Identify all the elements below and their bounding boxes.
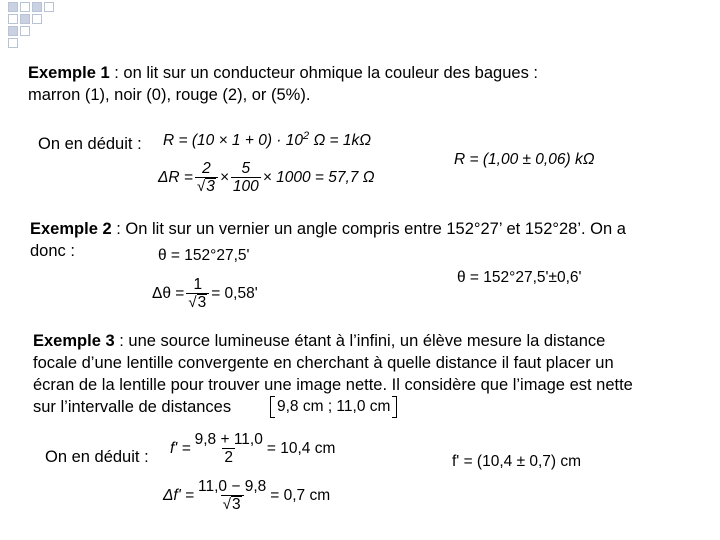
interval (270, 396, 397, 418)
sqrt-value: 3 (231, 496, 241, 513)
example1-sentence-2: marron (1), noir (0), rouge (2), or (5%). (28, 86, 311, 104)
eq-delta-r-frac2 (231, 160, 261, 195)
sqrt-value: 3 (206, 178, 215, 195)
eq-r-exponent: 2 (303, 130, 310, 142)
eq-delta-f-frac (196, 478, 268, 513)
example1-result: R = (1,00 ± 0,06) kΩ (454, 151, 595, 168)
deco-square (44, 2, 54, 12)
example3-line-3: écran de la lentille pour trouver une image nette. Il considère que l’image est nette (33, 376, 633, 394)
frac-den: √ 3 (186, 293, 209, 311)
example1-sentence: : on lit sur un conducteur ohmique la couleur des bagues : (109, 64, 538, 82)
example1-title: Exemple 1 (28, 64, 110, 82)
eq-delta-f-left: Δf' = (163, 486, 195, 504)
eq-r-left: R = (10 × 1 + 0) · 10 (163, 132, 304, 150)
deco-square (20, 2, 30, 12)
example3-deduit-label: On en déduit : (45, 448, 149, 466)
example1-deduit-label: On en déduit : (38, 135, 142, 153)
deco-square (8, 2, 18, 12)
deco-square (32, 14, 42, 24)
eq-f (170, 431, 335, 466)
eq-f-frac (193, 431, 265, 466)
deco-square (8, 38, 18, 48)
eq-delta-f (163, 478, 330, 513)
deco-square (32, 2, 42, 12)
example2-title: Exemple 2 (30, 220, 112, 238)
frac-den: √ 3 (221, 495, 244, 513)
example3-line-4: sur l’intervalle de distances (33, 398, 232, 416)
frac-den: √ 3 (195, 177, 218, 195)
frac-num: 11,0 − 9,8 (198, 478, 267, 495)
frac-num: 5 (241, 160, 251, 177)
example2-text (30, 218, 626, 262)
deco-square (20, 14, 30, 24)
deco-square (8, 14, 18, 24)
eq-theta: θ = 152°27,5' (158, 247, 250, 264)
eq-r-right: Ω = 1kΩ (309, 132, 372, 150)
example1-text (28, 62, 538, 106)
example3-line-1: : une source lumineuse étant à l’infini, un élève mesure la distance (114, 332, 606, 350)
eq-delta-theta (152, 276, 258, 311)
eq-delta-theta-right: = 0,58' (211, 284, 258, 302)
frac-den: 2 (224, 449, 234, 466)
example2-result: θ = 152°27,5'±0,6' (457, 269, 582, 286)
eq-delta-theta-left: Δθ = (152, 284, 185, 302)
frac-den: 100 (232, 178, 259, 195)
right-bracket (392, 396, 397, 418)
frac-num: 9,8 + 11,0 (194, 431, 263, 448)
example2-sentence-2: donc : (30, 242, 75, 260)
eq-delta-r-right: × 1000 = 57,7 Ω (262, 168, 375, 186)
eq-delta-r-frac1 (195, 160, 218, 195)
deco-square (8, 26, 18, 36)
eq-r (163, 130, 371, 150)
eq-delta-r-left: ΔR = (158, 168, 193, 186)
example3-line-2: focale d’une lentille convergente en cherchant à quelle distance il faut placer un (33, 354, 614, 372)
eq-f-left: f' = (170, 439, 191, 457)
frac-num: 1 (193, 276, 203, 293)
sqrt-value: 3 (197, 294, 207, 311)
deco-square (20, 26, 30, 36)
eq-delta-f-right: = 0,7 cm (270, 486, 331, 504)
interval-value: 9,8 cm ; 11,0 cm (277, 398, 391, 415)
example2-sentence: : On lit sur un vernier un angle compris entre 152°27’ et 152°28’. On a (111, 220, 626, 238)
eq-delta-r: ΔR = 2 √ 3 × $\frac{5}{100}$ × 1000 = 57,7 Ω (158, 160, 375, 195)
eq-f-right: = 10,4 cm (266, 439, 336, 457)
example3-title: Exemple 3 (33, 332, 115, 350)
example3-result: f' = (10,4 ± 0,7) cm (452, 453, 582, 470)
frac-num: 2 (202, 160, 211, 177)
eq-delta-theta-frac (186, 276, 209, 311)
